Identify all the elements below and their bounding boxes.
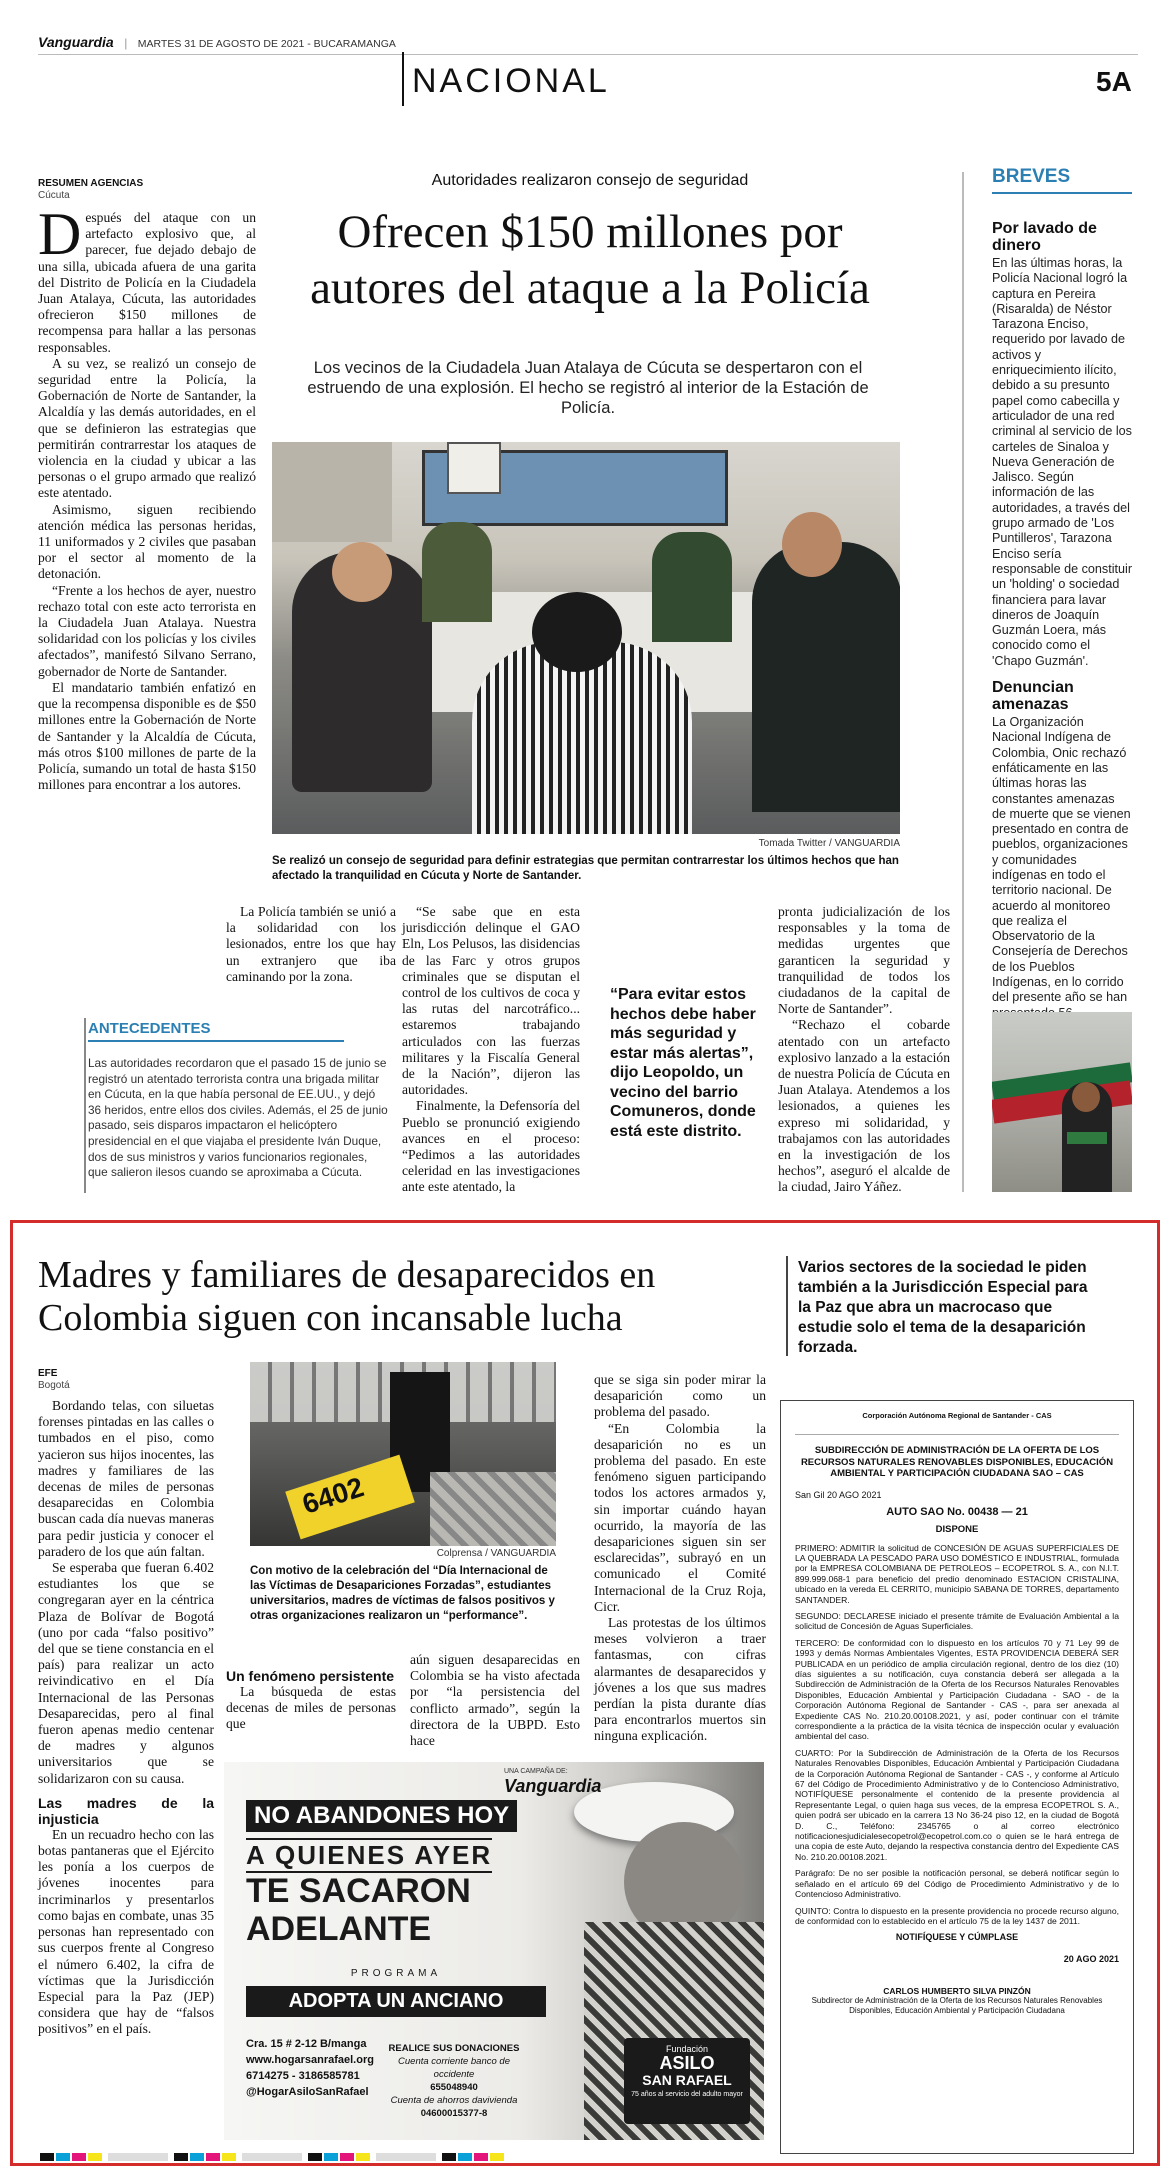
ad-donation-number: 655048940 [430,2082,478,2093]
ad-foundation-small: Fundación [665,2044,709,2054]
legal-paragraph: CUARTO: Por la Subdirección de Administración de la Oferta de los Recursos Naturales Renovables Disponibles, Educación Ambiental y Participación Ciudadana de la Corporación Autónoma Regional de Santander - CAS -, y conforme al Artículo 67 del Código de Procedimiento Administrativo y de lo Contencioso Administrativo, NOTIFÍQUESE personalmente el contenido de la presente providencia al Representante Legal, o quien haga sus veces, de la empresa ECOPETROL S. A., quien podrá ser ubicado en la carrera 13 No 36-24 piso 12, en la ciudad de Bogotá D. C., Teléfono: 2345765 o al correo electrónico notificacionesjudicialesecopetrol@ecopetrol.com.co o quien se le hará entrega de una copia de este Auto, dejando la respectiva constancia dentro del Expediente CAS No. 210.20.00108.2021. [795,1747,1119,1862]
legal-paragraph: QUINTO: Contra lo dispuesto en la presente providencia no procede recurso alguno, de conformidad con lo establecido en el artículo 75 de la ley 1437 de 2011. [795,1905,1119,1926]
section-title: NACIONAL [412,62,610,100]
article2-column-4 [594,1372,766,1745]
ad-foundation-line-2: SAN RAFAEL [642,2072,732,2088]
antecedentes-rule [84,1018,86,1193]
legal-body [795,1543,1119,1927]
ad-address: Cra. 15 # 2-12 B/manga [246,2038,367,2050]
photo-caption: Con motivo de la celebración del “Día Internacional de las Víctimas de Desapariciones Forzadas”, estudiantes universitarios, madres de víctimas de falsos positivos y otras organizaciones realizaron un “performance”. [250,1565,555,1622]
photo-credit: Tomada Twitter / VANGUARDIA [758,838,900,849]
drop-cap: D [38,201,82,267]
ad-brand: Vanguardia [504,1776,602,1796]
ad-campaign-label: UNA CAMPAÑA DE: [504,1768,568,1775]
ad-line-4: ADELANTE [246,1910,432,1948]
paragraph: aún siguen desaparecidas en Colombia se ha visto afectada por “la persistencia del conflicto armado”, según la directora de la UBPD. Esto hace [410,1652,580,1749]
article-column-2 [226,904,396,985]
paragraph: La búsqueda de estas decenas de miles de personas que [226,1684,396,1732]
ad-line-2: A QUIENES AYER [246,1838,492,1873]
article2-column-2 [226,1668,396,1733]
ad-donations-title: REALICE SUS DONACIONES [388,2043,520,2054]
photo-sign-number: 6402 [298,1471,368,1520]
ad-phone: 6714275 - 3186585781 [246,2070,360,2082]
legal-notify: NOTIFÍQUESE Y CÚMPLASE [895,1932,1019,1943]
breves-underline [992,192,1132,194]
article-kicker: Autoridades realizaron consejo de seguridad [431,172,749,189]
byline: RESUMEN AGENCIAS [38,178,144,189]
headline-line-2: Colombia siguen con incansable lucha [38,1297,623,1339]
paragraph: espués del ataque con un artefacto explosivo que, al parecer, fue dejado debajo de una silla, ubicada afuera de una garita del Distrito de Policía en la Ciudadela Juan Atalaya, Cúcuta, las autoridades ofrecieron $150 millones de recompensa para hallar a las personas responsables. [38,210,256,355]
page-number: 5A [1096,66,1132,97]
legal-dispone: DISPONE [935,1523,979,1535]
article2-column-3 [410,1652,580,1749]
paragraph: En un recuadro hecho con las botas pantaneras que el Ejército les ponía a los cuerpos de jóvenes inocentes para incriminarlos y presentarlos como bajas en combate, unas 35 personas han representado con sus cuerpos frente al Congreso el número 6.402, la cifra de víctimas que la Jurisdicción Especial para la Paz (JEP) considera que hay de “falsos positivos” en el país. [38,1826,214,2037]
paragraph: “En Colombia la desaparición no es un problema del pasado. En este fenómeno siguen participando todos los actores armados y, sin importar cuándo hayan ocurrido, la mayoría de las desapariciones siguen sin ser esclarecidas”, subrayó en un comunicado el Comité Internacional de la Cruz Roja, Cicr. [594,1420,766,1614]
legal-corp: Corporación Autónoma Regional de Santander - CAS [795,1411,1119,1435]
ad-donation-text: Cuenta de ahorros davivienda [390,2095,518,2106]
ad-donation-number: 04600015377-8 [420,2108,488,2119]
print-color-bar [40,2148,1130,2158]
ad-foundation-line-1: ASILO [659,2053,715,2073]
paragraph: La Policía también se unió a la solidaridad con los lesionados, entre los que hay un extranjero que iba caminando por la zona. [226,904,396,984]
article-headline [240,204,940,316]
subhead: Un fenómeno persistente [226,1668,395,1684]
pull-quote: “Para evitar estos hechos debe haber más seguridad y estar más alertas”, dijo Leopoldo, un vecino del barrio Comuneros, donde está este distrito. [610,986,756,1140]
breves-list [992,210,1132,1067]
indigenous-flag-photo [992,1012,1132,1192]
legal-paragraph: SEGUNDO: DECLARESE iniciado el presente trámite de Evaluación Ambiental a la solicitud de Concesión de Aguas Superficiales. [795,1610,1119,1632]
article-column-1 [38,201,256,793]
paragraph: Asimismo, siguen recibiendo atención médica las personas heridas, 11 uniformados y 2 civiles que pasaban por el sector al momento de la detonación. [38,501,256,582]
article-column-5 [778,904,950,1196]
legal-title: SUBDIRECCIÓN DE ADMINISTRACIÓN DE LA OFERTA DE LOS RECURSOS NATURALES RENOVABLES DISPONIBLES, EDUCACIÓN AMBIENTAL Y PARTICIPACIÓN CIUDADANA SAO – CAS [800,1445,1114,1479]
summary-rule [786,1256,788,1356]
photo-caption: Se realizó un consejo de seguridad para definir estrategias que permitan contrarrestar los últimos hechos que han afectado la tranquilidad en Cúcuta y Norte de Santander. [272,855,899,882]
paragraph: Bordando telas, con siluetas forenses pintadas en las calles o tumbados en el piso, como yacieron sus hijos inocentes, las madres y familiares de las decenas de miles de personas desaparecidas en Colombia buscan cada día nuevas maneras para pedir justicia y conocer el paradero de los que aún faltan. [38,1398,214,1559]
legal-signer: CARLOS HUMBERTO SILVA PINZÓN [883,1986,1031,1997]
legal-auto: AUTO SAO No. 00438 — 21 [886,1505,1028,1518]
article-summary: Los vecinos de la Ciudadela Juan Atalaya de Cúcuta se despertaron con el estruendo de una explosión. El hecho se registró al interior de la Estación de Policía. [307,359,869,417]
byline: EFE [38,1368,58,1379]
legal-paragraph: TERCERO: De conformidad con lo dispuesto en los artículos 70 y 71 Ley 99 de 1993 y demás Normas Ambientales Vigentes, ESTA PROVIDENCIA DEBERÁ SER PUBLICADA en un periódico de amplia circulación regional, dentro de los diez (10) días siguientes a su notificación, cuya constancia deberá ser allegada a la Subdirección de Administración de la Oferta de los Recursos Naturales Renovables Disponibles, Educación Ambiental y Participación Ciudadana - SAO - de la Corporación Autónoma Regional de Santander - CAS -, para ser anexada al Expediente CAS No. 210.20.00108.2021, y así, poder continuar con el trámite correspondiente a la práctica de la visita técnica de inspección ocular y evaluación ambiental del caso. [795,1637,1119,1742]
ad-foundation-tagline: 75 años al servicio del adulto mayor [631,2091,743,2098]
headline-line-1: Ofrecen $150 millones por [337,206,843,258]
legal-date: San Gil 20 AGO 2021 [795,1489,882,1500]
ad-contact [246,2036,374,2100]
legal-paragraph: PRIMERO: ADMITIR la solicitud de CONCESIÓN DE AGUAS SUPERFICIALES DE LA QUEBRADA LA PESCADO PARA USO DOMÉSTICO E INDUSTRIAL, formulada por la EMPRESA COLOMBIANA DE PETROLEOS – ECOPETROL S. A., con N.I.T. 899.999.068-1 para beneficio del predio denominado ESTACION CRISTALINA, ubicado en la vereda EL CERRITO, municipio SABANA DE TORRES, departamento SANTANDER. [795,1542,1119,1605]
paragraph: “Frente a los hechos de ayer, nuestro rechazo total con este acto terrorista en la Ciudadela Juan Atalaya. Nuestra solidaridad con los policías y los civiles afectados”, manifestó Silvano Serrano, gobernador de Norte de Santander. [38,582,256,679]
ad-program-label: PROGRAMA [350,1968,442,1979]
paragraph: Las protestas de los últimos meses volvieron a traer fantasmas, con cifras alarmantes de desaparecidos y jóvenes a los que sus madres perdían la pista durante días para encontrarlos muertos sin ninguna explicación. [594,1615,766,1744]
legal-notice [780,1400,1134,2154]
breve-title: Denuncian amenazas [992,679,1074,714]
legal-paragraph: Parágrafo: De no ser posible la notificación personal, se deberá notificar según lo señalado en el artículo 69 del Código de Procedimiento Administrativo y de lo Contencioso Administrativo. [795,1868,1119,1900]
paragraph: pronta judicialización de los responsables y la toma de medidas urgentes que garanticen la seguridad y tranquilidad de todos los ciudadanos de la capital de Norte de Santander”. [778,904,950,1017]
byline-place: Bogotá [38,1380,70,1391]
brand-logo: Vanguardia [38,34,114,50]
legal-signer-role: Subdirector de Administración de la Oferta de los Recursos Naturales Renovables Disponibles, Educación Ambiental y Participación Ciudadana [811,1996,1103,2016]
paragraph: que se siga sin poder mirar la desaparición como un problema del pasado. [594,1372,766,1420]
paragraph: A su vez, se realizó un consejo de seguridad entre la Policía, la Gobernación de Norte de Santander, la Alcaldía y las demás autoridades, en el que se definieron las estrategias que permitirán contrarrestar los ataques de violencia en la ciudad y ubicar a las personas o el grupo armado que realizó este atentado. [38,355,256,501]
paragraph: “Se sabe que en esta jurisdicción delinque el GAO Eln, Los Pelusos, las disidencias de las Farc y otros grupos criminales que se disputan el control de los cultivos de coca y las rutas del narcotráfico... estaremos trabajando articulados con las fuerzas militares y la Fiscalía General de la Nación”, dijeron las autoridades. [402,904,580,1098]
breve-title: Por lavado de dinero [992,220,1097,254]
breves-rule [962,172,964,1192]
ad-donation-text: Cuenta corriente banco de occidente [398,2056,510,2080]
ad-donations [384,2042,524,2120]
article2-summary: Varios sectores de la sociedad le piden también a la Jurisdicción Especial para la Paz que abra un macrocaso que estudie solo el tema de la desaparición forzada. [798,1259,1088,1356]
security-council-photo [272,442,900,834]
ad-foundation-logo [624,2038,750,2124]
subhead: Las madres de la injusticia [38,1794,214,1827]
headline-line-2: autores del ataque a la Policía [310,262,870,314]
ad-line-1: NO ABANDONES HOY [246,1800,517,1832]
headline-line-1: Madres y familiares de desaparecidos en [38,1254,656,1296]
adopta-anciano-ad [224,1762,764,2140]
masthead: Vanguardia | MARTES 31 DE AGOSTO DE 2021 - BUCARAMANGA [38,34,1138,55]
paragraph: “Rechazo el cobarde atentado con un artefacto explosivo lanzado a la estación de nuestra Policía de Cúcuta en Juan Atalaya. Atendemos a los lesionados, a quienes les expreso mi solidaridad, y trabajamos con las autoridades en la investigación de los hechos”, aseguró el alcalde de la ciudad, Jairo Yáñez. [778,1017,950,1195]
paragraph: Finalmente, la Defensoría del Pueblo se pronunció exigiendo avances en el proceso: “Pedimos a las autoridades celeridad en las investigaciones ante este atentado, la [402,1098,580,1195]
article-column-3 [402,904,580,1196]
antecedentes-title: ANTECEDENTES [88,1020,211,1037]
breves-title: BREVES [992,166,1071,187]
breve-text: La Organización Nacional Indígena de Colombia, Onic rechazó enfáticamente en las últimas horas las constantes amenazas de muerte que se vienen presentado en contra de pueblos, organizaciones y comunidades indígenas en todo el territorio nacional. De acuerdo al monitoreo que realiza el Observatorio de la Consejería de Derechos de los Pueblos Indígenas, en lo corrido del presente año se han [992,715,1131,1005]
ad-web: www.hogarsanrafael.org [246,2054,374,2066]
article2-headline [38,1254,778,1340]
dateline: MARTES 31 DE AGOSTO DE 2021 - BUCARAMANGA [137,38,396,50]
performance-photo [250,1362,556,1546]
photo-credit: Colprensa / VANGUARDIA [436,1548,556,1559]
antecedentes-underline [88,1040,344,1042]
antecedentes-text: Las autoridades recordaron que el pasado 15 de junio se registró un atentado terrorista contra una brigada militar en Cúcuta, en la que había personal de EE.UU., y dejó 36 heridos, entre ellos dos civiles. Además, el 25 de junio pasado, seis disparos impactaron el helicóptero presidencial en el que viajaba el presidente Iván Duque, dos de sus ministros y varios funcionarios regionales, que salieron ilesos cuando se aproximaba a Cúcuta. [88,1056,388,1180]
ad-line-3: TE SACARON [246,1872,471,1910]
legal-date-2: 20 AGO 2021 [1063,1954,1119,1965]
byline-place: Cúcuta [38,190,70,201]
section-divider [402,52,404,106]
paragraph: Se esperaba que fueran 6.402 estudiantes los que se congregaran ayer en la céntrica Plaza de Bolívar de Bogotá (uno por cada “falso positivo” del que se tiene constancia en el país) para realizar un acto reivindicativo en el Día Internacional de las Personas Desaparecidas, pero al final fueron apenas medio centenar de madres y algunos universitarios que se solidarizaron con su causa. [38,1560,214,1786]
ad-program: ADOPTA UN ANCIANO [246,1986,546,2017]
breve-text: En las últimas horas, la Policía Nacional logró la captura en Pereira (Risaralda) de Néstor Tarazona Enciso, requerido por lavado de activos y enriquecimiento ilícito, debido a su presunto papel como cabecilla y articulador de una red criminal al servicio de los carteles de Sinaloa y Nueva Generación de Jalisco. Según información de las autoridades, a través del grupo armado de 'Los Puntilleros', Tarazona Enciso sería responsable de constituir un 'holding' o sociedad financiera para lavar dineros de Joaquín Guzmán Loera, más conocido como el 'Chapo Guzmán'. [992,256,1133,668]
article2-column-1 [38,1398,214,2038]
ad-social: @HogarAsiloSanRafael [246,2086,369,2098]
paragraph: El mandatario también enfatizó en que la recompensa disponible es de $50 millones entre la Gobernación de Norte de Santander y la Alcaldía de Cúcuta, más otros $100 millones de parte de la Policía, sumando un total de hasta $150 millones para encontrar a los autores. [38,679,256,793]
